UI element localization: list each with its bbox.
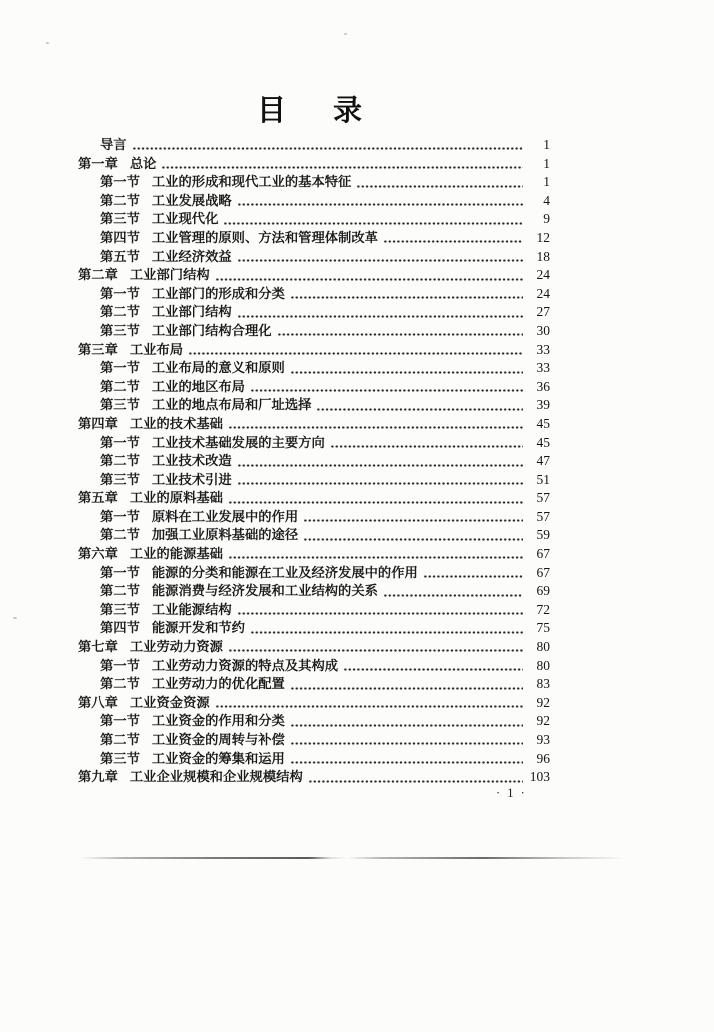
page-title: 目 录 <box>257 95 372 127</box>
toc-entry <box>78 489 550 508</box>
toc-entry-label: 第二节 <box>100 527 140 543</box>
toc-entry-label: 第五章 <box>78 490 118 506</box>
dot-leader <box>303 768 526 787</box>
toc-entry-label: 第一节 <box>100 285 140 301</box>
toc-entry-page: 92 <box>536 713 550 729</box>
dot-leader <box>418 564 526 583</box>
toc-entry-title: 工业劳动力的优化配置 <box>151 676 285 692</box>
dot-leader <box>232 452 526 471</box>
toc-entry-label: 第七章 <box>78 639 118 655</box>
toc-entry <box>78 322 550 341</box>
toc-entry-page: 93 <box>536 732 550 747</box>
dot-leader <box>245 619 526 638</box>
toc-entry-label: 第五节 <box>100 248 140 264</box>
dot-leader <box>272 322 526 341</box>
toc-entry <box>78 657 550 676</box>
dot-leader <box>285 675 526 694</box>
scan-artifact-line <box>80 857 625 859</box>
toc-list <box>78 136 550 787</box>
toc-entry <box>78 731 550 750</box>
dot-leader <box>156 155 526 174</box>
dot-leader <box>285 359 526 378</box>
toc-entry-title: 工业管理的原则、方法和管理体制改革 <box>151 229 378 245</box>
toc-entry-title: 能源开发和节约 <box>151 620 245 636</box>
toc-entry <box>78 638 550 657</box>
toc-entry <box>78 452 550 471</box>
toc-entry <box>78 396 550 415</box>
dot-leader <box>245 378 526 397</box>
dot-leader <box>285 285 526 304</box>
toc-entry <box>78 434 550 453</box>
toc-entry-label: 第二节 <box>100 732 140 747</box>
toc-entry <box>78 359 550 378</box>
dot-leader <box>232 248 526 267</box>
toc-entry <box>78 545 550 564</box>
scan-speck <box>13 617 17 619</box>
dot-leader <box>298 508 526 527</box>
dot-leader <box>223 545 526 564</box>
toc-entry-title: 工业技术基础发展的主要方向 <box>151 434 325 450</box>
toc-entry <box>78 248 550 267</box>
toc-entry-label: 第四节 <box>100 620 140 636</box>
toc-entry-page: 69 <box>536 583 550 599</box>
toc-entry-page: 1 <box>543 174 550 190</box>
toc-entry <box>78 229 550 248</box>
toc-entry-label: 第八章 <box>78 694 118 710</box>
dot-leader <box>298 526 526 545</box>
toc-entry-page: 1 <box>543 137 550 152</box>
toc-entry-title: 能源消费与经济发展和工业结构的关系 <box>151 583 378 599</box>
toc-entry-title: 工业资金的作用和分类 <box>151 713 285 729</box>
toc-entry-title: 工业的地区布局 <box>151 378 245 394</box>
toc-entry-page: 36 <box>536 378 550 394</box>
dot-leader <box>210 266 526 285</box>
toc-entry <box>78 675 550 694</box>
dot-leader <box>210 694 526 713</box>
toc-entry-page: 83 <box>536 676 550 692</box>
dot-leader <box>378 229 526 248</box>
toc-entry-page: 80 <box>536 639 550 655</box>
toc-entry-title: 工业企业规模和企业规模结构 <box>129 769 303 785</box>
dot-leader <box>223 489 526 508</box>
toc-entry-title: 工业技术引进 <box>151 471 232 487</box>
toc-entry-page: 67 <box>536 564 550 580</box>
toc-entry-label: 第二章 <box>78 267 118 283</box>
toc-entry-label: 第一节 <box>100 174 140 190</box>
toc-entry <box>78 266 550 285</box>
toc-entry-title: 工业资金的周转与补偿 <box>151 732 285 747</box>
dot-leader <box>232 192 526 211</box>
toc-entry-label: 第三章 <box>78 341 118 357</box>
toc-entry-label: 第一节 <box>100 508 140 524</box>
toc-entry-label: 第六章 <box>78 546 118 562</box>
toc-entry-page: 103 <box>529 769 550 785</box>
toc-entry-page: 30 <box>536 322 550 338</box>
toc-entry <box>78 173 550 192</box>
toc-entry-label: 第一节 <box>100 360 140 376</box>
dot-leader <box>378 582 526 601</box>
scan-speck <box>46 42 49 44</box>
toc-entry-page: 33 <box>536 360 550 376</box>
toc-entry-label: 第三节 <box>100 397 140 413</box>
toc-entry-page: 92 <box>536 694 550 710</box>
toc-entry <box>78 285 550 304</box>
toc-entry-page: 18 <box>536 248 550 264</box>
toc-entry <box>78 303 550 322</box>
toc-entry-label: 第一节 <box>100 713 140 729</box>
toc-entry-title: 工业布局的意义和原则 <box>151 360 285 376</box>
toc-entry-page: 1 <box>543 155 550 171</box>
toc-entry-title: 工业技术改造 <box>151 453 232 469</box>
toc-entry <box>78 192 550 211</box>
toc-entry-title: 工业的形成和现代工业的基本特征 <box>151 174 352 190</box>
dot-leader <box>351 173 526 192</box>
toc-entry-label: 第四章 <box>78 415 118 431</box>
toc-entry-page: 72 <box>536 601 550 617</box>
toc-entry-page: 33 <box>536 341 550 357</box>
toc-entry-page: 59 <box>536 527 550 543</box>
toc-entry-title: 工业部门结构 <box>151 304 232 320</box>
toc-entry <box>78 508 550 527</box>
toc-entry-label: 第二节 <box>100 378 140 394</box>
dot-leader <box>218 210 526 229</box>
toc-entry <box>78 601 550 620</box>
toc-entry-title: 工业部门结构合理化 <box>151 322 272 338</box>
toc-entry <box>78 750 550 769</box>
toc-entry-page: 67 <box>536 546 550 562</box>
toc-entry-label: 第一节 <box>100 657 140 673</box>
dot-leader <box>285 750 526 769</box>
toc-entry-page: 12 <box>536 229 550 245</box>
dot-leader <box>127 136 526 155</box>
toc-entry-page: 45 <box>536 415 550 431</box>
toc-entry-page: 27 <box>536 304 550 320</box>
toc-entry <box>78 155 550 174</box>
toc-entry-title: 工业能源结构 <box>151 601 232 617</box>
toc-entry <box>78 378 550 397</box>
toc-entry-page: 57 <box>536 490 550 506</box>
dot-leader <box>311 396 526 415</box>
toc-entry-label: 第二节 <box>100 304 140 320</box>
toc-entry <box>78 694 550 713</box>
dot-leader <box>338 657 526 676</box>
toc-entry-title: 导言 <box>100 137 127 152</box>
toc-entry-page: 47 <box>536 453 550 469</box>
dot-leader <box>325 434 526 453</box>
dot-leader <box>183 341 526 360</box>
toc-entry-page: 96 <box>536 750 550 766</box>
toc-entry-label: 第九章 <box>78 769 118 785</box>
dot-leader <box>223 415 526 434</box>
dot-leader <box>232 471 526 490</box>
toc-entry-title: 工业资金的筹集和运用 <box>151 750 285 766</box>
toc-entry-title: 原料在工业发展中的作用 <box>151 508 299 524</box>
toc-entry-page: 9 <box>543 211 550 227</box>
toc-entry <box>78 582 550 601</box>
toc-entry-title: 工业的原料基础 <box>129 490 223 506</box>
toc-entry <box>78 136 550 155</box>
toc-entry <box>78 768 550 787</box>
scan-speck <box>344 33 347 35</box>
toc-entry-title: 工业劳动力资源 <box>129 639 223 655</box>
toc-entry-label: 第三节 <box>100 211 140 227</box>
toc-entry-label: 第三节 <box>100 471 140 487</box>
dot-leader <box>232 303 526 322</box>
toc-entry-label: 第一节 <box>100 434 140 450</box>
toc-entry <box>78 415 550 434</box>
toc-entry-page: 39 <box>536 397 550 413</box>
toc-entry-page: 4 <box>543 192 550 208</box>
toc-entry-label: 第二节 <box>100 192 140 208</box>
toc-entry-page: 45 <box>536 434 550 450</box>
toc-entry-label: 第三节 <box>100 601 140 617</box>
toc-entry-title: 能源的分类和能源在工业及经济发展中的作用 <box>151 564 418 580</box>
toc-entry-label: 第一节 <box>100 564 140 580</box>
toc-entry-page: 24 <box>536 267 550 283</box>
toc-entry-title: 工业劳动力资源的特点及其构成 <box>151 657 339 673</box>
dot-leader <box>223 638 526 657</box>
toc-entry <box>78 619 550 638</box>
dot-leader <box>285 712 526 731</box>
toc-entry <box>78 471 550 490</box>
toc-entry-label: 第三节 <box>100 750 140 766</box>
toc-entry-title: 工业布局 <box>129 341 184 357</box>
toc-entry-title: 工业资金资源 <box>129 694 210 710</box>
toc-entry-label: 第四节 <box>100 229 140 245</box>
toc-entry <box>78 526 550 545</box>
toc-entry-label: 第二节 <box>100 453 140 469</box>
toc-entry-title: 工业的技术基础 <box>129 415 223 431</box>
page-number-footer: · 1 · <box>496 786 527 800</box>
toc-entry-title: 工业现代化 <box>151 211 219 227</box>
toc-entry-label: 第一章 <box>78 155 118 171</box>
toc-entry <box>78 712 550 731</box>
toc-entry <box>78 341 550 360</box>
dot-leader <box>285 731 526 750</box>
toc-entry-title: 工业的能源基础 <box>129 546 223 562</box>
toc-entry-page: 24 <box>536 285 550 301</box>
toc-entry-title: 加强工业原料基础的途径 <box>151 527 299 543</box>
toc-entry-title: 工业发展战略 <box>151 192 232 208</box>
toc-entry-page: 80 <box>536 657 550 673</box>
toc-entry-title: 总论 <box>129 155 157 171</box>
dot-leader <box>232 601 526 620</box>
toc-entry-title: 工业部门结构 <box>129 267 210 283</box>
toc-entry-label: 第二节 <box>100 676 140 692</box>
toc-entry-label: 第二节 <box>100 583 140 599</box>
toc-entry-title: 工业部门的形成和分类 <box>151 285 285 301</box>
toc-entry <box>78 564 550 583</box>
toc-entry-page: 57 <box>536 508 550 524</box>
toc-entry-title: 工业的地点布局和厂址选择 <box>151 397 312 413</box>
toc-entry-title: 工业经济效益 <box>151 248 232 264</box>
toc-entry-page: 51 <box>536 471 550 487</box>
toc-entry <box>78 210 550 229</box>
toc-entry-page: 75 <box>536 620 550 636</box>
toc-entry-label: 第三节 <box>100 322 140 338</box>
